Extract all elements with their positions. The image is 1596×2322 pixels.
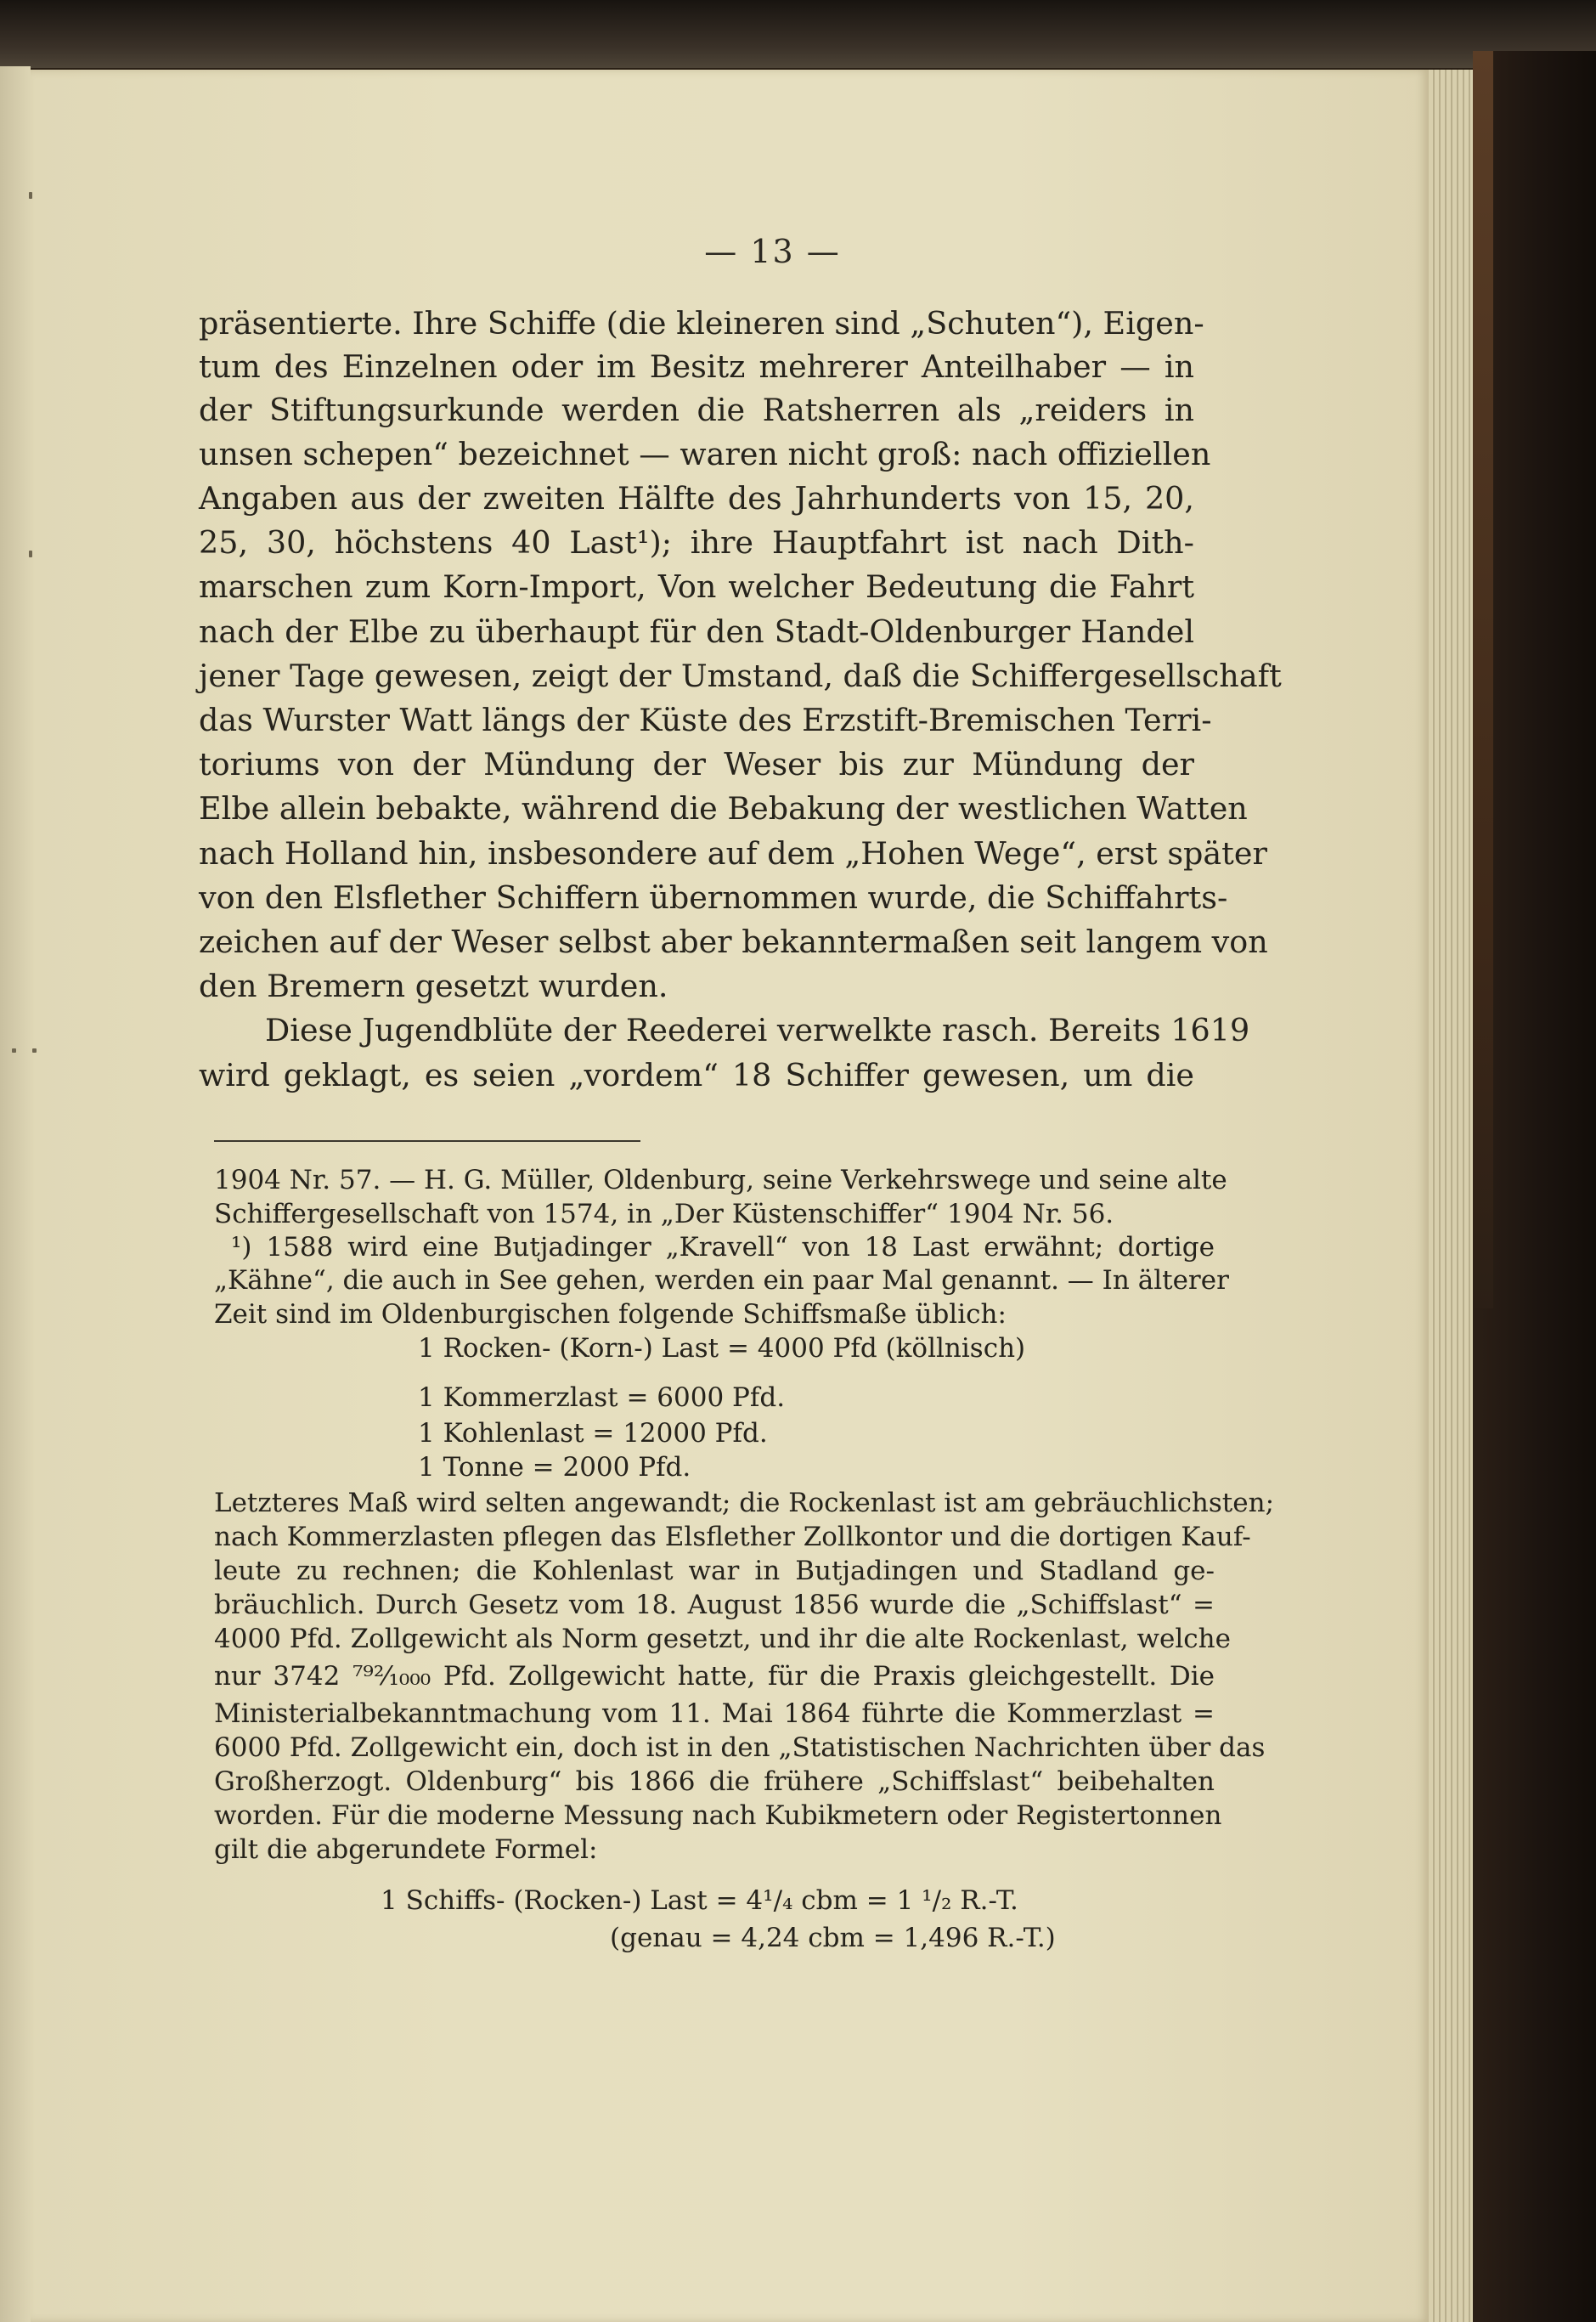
body-line: toriums von der Mündung der Weser bis zur Mündung der xyxy=(199,746,1194,782)
margin-mark xyxy=(29,192,32,199)
body-line: das Wurster Watt längs der Küste des Erzstift-Bremischen Terri- xyxy=(199,702,1212,738)
body-line: Angaben aus der zweiten Hälfte des Jahrhunderts von 15, 20, xyxy=(199,480,1194,517)
body-line: zeichen auf der Weser selbst aber bekanntermaßen seit langem von xyxy=(199,924,1268,960)
body-line: von den Elsflether Schiffern übernommen wurde, die Schiffahrts- xyxy=(199,879,1228,916)
footnote-line: Schiffergesellschaft von 1574, in „Der Küstenschiffer“ 1904 Nr. 56. xyxy=(214,1199,1114,1229)
footnote-line: bräuchlich. Durch Gesetz vom 18. August 1856 wurde die „Schiffslast“ = xyxy=(214,1590,1215,1620)
body-line: Elbe allein bebakte, während die Bebakung der westlichen Watten xyxy=(199,790,1248,827)
page-number: — 13 — xyxy=(704,233,841,270)
body-line: 25, 30, höchstens 40 Last¹); ihre Hauptfahrt ist nach Dith- xyxy=(199,524,1194,561)
footnote-line: Letzteres Maß wird selten angewandt; die Rockenlast ist am gebräuchlichsten; xyxy=(214,1488,1275,1518)
footnote-line: 4000 Pfd. Zollgewicht als Norm gesetzt, und ihr die alte Rockenlast, welche xyxy=(214,1624,1231,1654)
body-line: jener Tage gewesen, zeigt der Umstand, daß die Schiffergesellschaft xyxy=(199,658,1282,694)
footnote-line: 1904 Nr. 57. — H. G. Müller, Oldenburg, seine Verkehrswege und seine alte xyxy=(214,1165,1227,1195)
footnote-line: worden. Für die moderne Messung nach Kubikmetern oder Registertonnen xyxy=(214,1800,1222,1831)
footnote-line: nur 3742 ⁷⁹²⁄₁₀₀₀ Pfd. Zollgewicht hatte, für die Praxis gleichgestellt. Die xyxy=(214,1661,1215,1692)
body-line: tum des Einzelnen oder im Besitz mehrerer Anteilhaber — in xyxy=(199,348,1194,385)
margin-mark xyxy=(32,1048,37,1053)
measure-line: 1 Rocken- (Korn-) Last = 4000 Pfd (köllnisch) xyxy=(418,1333,1026,1364)
body-line: marschen zum Korn-Import, Von welcher Bedeutung die Fahrt xyxy=(199,568,1194,605)
margin-mark xyxy=(12,1048,16,1053)
footnote-line: „Kähne“, die auch in See gehen, werden ein paar Mal genannt. — In älterer xyxy=(214,1265,1229,1296)
footnote-line: Zeit sind im Oldenburgischen folgende Schiffsmaße üblich: xyxy=(214,1299,1007,1330)
body-line: Diese Jugendblüte der Reederei verwelkte rasch. Bereits 1619 xyxy=(265,1012,1250,1048)
body-line: unsen schepen“ bezeichnet — waren nicht groß: nach offiziellen xyxy=(199,436,1211,472)
body-line: wird geklagt, es seien „vordem“ 18 Schiffer gewesen, um die xyxy=(199,1057,1194,1093)
footnote-line: ¹) 1588 wird eine Butjadinger „Kravell“ von 18 Last erwähnt; dortige xyxy=(231,1232,1215,1263)
body-line: nach der Elbe zu überhaupt für den Stadt-Oldenburger Handel xyxy=(199,613,1194,650)
body-line: präsentierte. Ihre Schiffe (die kleineren sind „Schuten“), Eigen- xyxy=(199,305,1204,342)
formula-line: (genau = 4,24 cbm = 1,496 R.-T.) xyxy=(610,1923,1056,1953)
measure-line: 1 Tonne = 2000 Pfd. xyxy=(418,1452,691,1483)
measure-line: 1 Kohlenlast = 12000 Pfd. xyxy=(418,1418,768,1449)
scan-background-top xyxy=(0,0,1596,68)
page-edges xyxy=(1429,70,1473,2322)
measure-line: 1 Kommerzlast = 6000 Pfd. xyxy=(418,1382,786,1413)
footnote-line: leute zu rechnen; die Kohlenlast war in Butjadingen und Stadland ge- xyxy=(214,1556,1215,1586)
formula-line: 1 Schiffs- (Rocken-) Last = 4¹/₄ cbm = 1 ¹/₂ R.-T. xyxy=(381,1885,1018,1916)
footnote-line: Großherzogt. Oldenburg“ bis 1866 die frühere „Schiffslast“ beibehalten xyxy=(214,1766,1215,1797)
margin-mark xyxy=(29,551,32,557)
footnote-line: nach Kommerzlasten pflegen das Elsflether Zollkontor und die dortigen Kauf- xyxy=(214,1522,1251,1552)
footnote-separator xyxy=(214,1140,640,1142)
footnote-line: gilt die abgerundete Formel: xyxy=(214,1834,598,1865)
body-line: den Bremern gesetzt wurden. xyxy=(199,968,668,1004)
footnote-line: Ministerialbekanntmachung vom 11. Mai 1864 führte die Kommerzlast = xyxy=(214,1698,1215,1729)
body-line: nach Holland hin, insbesondere auf dem „Hohen Wege“, erst später xyxy=(199,835,1267,872)
body-line: der Stiftungsurkunde werden die Ratsherren als „reiders in xyxy=(199,392,1194,428)
cover-edge-left xyxy=(0,66,31,2322)
footnote-line: 6000 Pfd. Zollgewicht ein, doch ist in den „Statistischen Nachrichten über das xyxy=(214,1732,1266,1763)
